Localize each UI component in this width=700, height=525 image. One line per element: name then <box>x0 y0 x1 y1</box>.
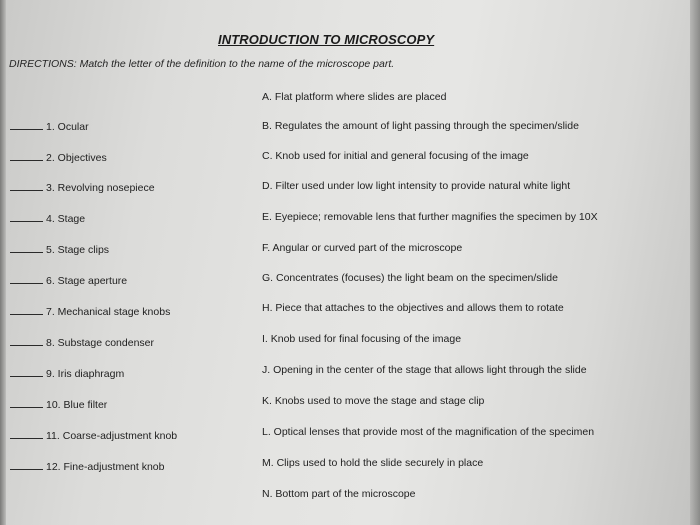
definition-item: I. Knob used for final focusing of the image <box>262 333 462 345</box>
part-item <box>10 151 107 165</box>
answer-blank[interactable] <box>10 398 43 408</box>
directions-text: DIRECTIONS: Match the letter of the definition to the name of the microscope part. <box>9 58 395 70</box>
answer-blank[interactable] <box>10 151 43 161</box>
answer-blank[interactable] <box>10 460 43 470</box>
part-label: 4. Stage <box>46 213 86 225</box>
answer-blank[interactable] <box>10 181 43 191</box>
answer-blank[interactable] <box>10 305 43 315</box>
part-label: 12. Fine-adjustment knob <box>46 461 165 473</box>
answer-blank[interactable] <box>10 274 43 284</box>
definition-item: F. Angular or curved part of the microscope <box>262 242 463 254</box>
part-label: 8. Substage condenser <box>46 337 154 349</box>
worksheet-title: INTRODUCTION TO MICROSCOPY <box>218 32 435 47</box>
definition-item: N. Bottom part of the microscope <box>262 488 416 500</box>
definition-item: C. Knob used for initial and general focusing of the image <box>262 150 529 162</box>
answer-blank[interactable] <box>10 243 43 253</box>
part-label: 6. Stage aperture <box>46 275 128 287</box>
part-label: 9. Iris diaphragm <box>46 368 125 380</box>
definition-item: E. Eyepiece; removable lens that further magnifies the specimen by 10X <box>262 211 598 223</box>
definition-item: A. Flat platform where slides are placed <box>262 91 447 103</box>
part-label: 1. Ocular <box>46 121 89 133</box>
part-label: 5. Stage clips <box>46 244 110 256</box>
part-item <box>10 398 107 412</box>
definition-item: H. Piece that attaches to the objectives and allows them to rotate <box>262 302 564 314</box>
page-shadow-left <box>0 0 6 525</box>
definition-item: G. Concentrates (focuses) the light beam on the specimen/slide <box>262 272 558 284</box>
part-item <box>10 336 154 350</box>
part-label: 11. Coarse-adjustment knob <box>46 430 178 442</box>
part-item <box>10 274 127 288</box>
part-label: 3. Revolving nosepiece <box>46 182 155 194</box>
part-item <box>10 120 89 134</box>
definition-item: M. Clips used to hold the slide securely in place <box>262 457 484 469</box>
page-shadow-right <box>690 0 700 525</box>
part-label: 2. Objectives <box>46 152 107 164</box>
part-item <box>10 460 164 474</box>
part-label: 10. Blue filter <box>46 399 108 411</box>
answer-blank[interactable] <box>10 367 43 377</box>
part-label: 7. Mechanical stage knobs <box>46 306 171 318</box>
part-item <box>10 243 109 257</box>
answer-blank[interactable] <box>10 120 43 130</box>
definition-item: D. Filter used under low light intensity to provide natural white light <box>262 180 571 192</box>
answer-blank[interactable] <box>10 336 43 346</box>
answer-blank[interactable] <box>10 212 43 222</box>
definition-item: J. Opening in the center of the stage that allows light through the slide <box>262 364 587 376</box>
definition-item: K. Knobs used to move the stage and stage clip <box>262 395 485 407</box>
part-item <box>10 429 177 443</box>
definition-item: B. Regulates the amount of light passing through the specimen/slide <box>262 120 579 132</box>
part-item <box>10 181 155 195</box>
part-item <box>10 305 170 319</box>
part-item <box>10 367 124 381</box>
part-item <box>10 212 85 226</box>
answer-blank[interactable] <box>10 429 43 439</box>
definition-item: L. Optical lenses that provide most of the magnification of the specimen <box>262 426 595 438</box>
